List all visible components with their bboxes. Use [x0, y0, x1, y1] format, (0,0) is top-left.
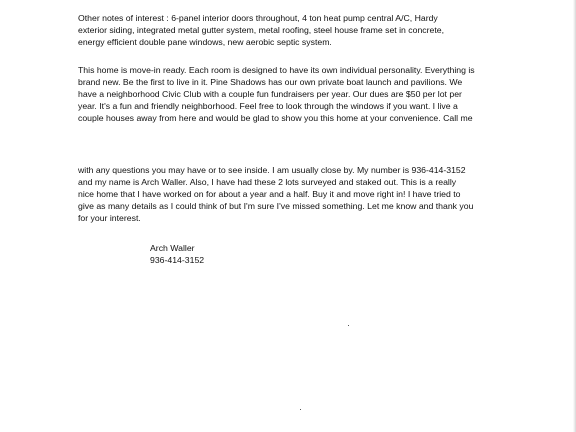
scan-speck	[348, 325, 349, 326]
text-line: Other notes of interest : 6-panel interior doors throughout, 4 ton heat pump central A/C, Hardy	[78, 13, 438, 23]
text-line: year. It's a fun and friendly neighborhood. Feel free to look through the windows if you want. I live a	[78, 101, 458, 111]
text-line: have a neighborhood Civic Club with a couple fun fundraisers per year. Our dues are $50 per lot per	[78, 89, 462, 99]
text-line: give as many details as I could think of but I'm sure I've missed something. Let me know and thank you	[78, 201, 474, 211]
text-line: for your interest.	[78, 213, 141, 223]
signature-block	[150, 242, 204, 266]
text-line: with any questions you may have or to see inside. I am usually close by. My number is 936-414-3152	[78, 165, 466, 175]
text-line: energy efficient double pane windows, new aerobic septic system.	[78, 37, 332, 47]
text-line: couple houses away from here and would be glad to show you this home at your convenience. Call me	[78, 113, 473, 123]
text-line: brand new. Be the first to live in it. Pine Shadows has our own private boat launch and pavilions. We	[78, 77, 463, 87]
text-line: and my name is Arch Waller. Also, I have had these 2 lots surveyed and staked out. This is a really	[78, 177, 457, 187]
paragraph-move-in-ready	[78, 64, 558, 124]
text-line: exterior siding, integrated metal gutter system, metal roofing, steel house frame set in concrete,	[78, 25, 445, 35]
scan-speck	[300, 409, 301, 410]
paragraph-other-notes	[78, 12, 558, 48]
signature-phone: 936-414-3152	[150, 255, 205, 265]
text-line: nice home that I have worked on for about a year and a half. Buy it and move right in! I have tried to	[78, 189, 461, 199]
signature-name: Arch Waller	[150, 243, 195, 253]
paragraph-contact	[78, 164, 558, 224]
text-line: This home is move-in ready. Each room is designed to have its own individual personality. Everything is	[78, 65, 475, 75]
